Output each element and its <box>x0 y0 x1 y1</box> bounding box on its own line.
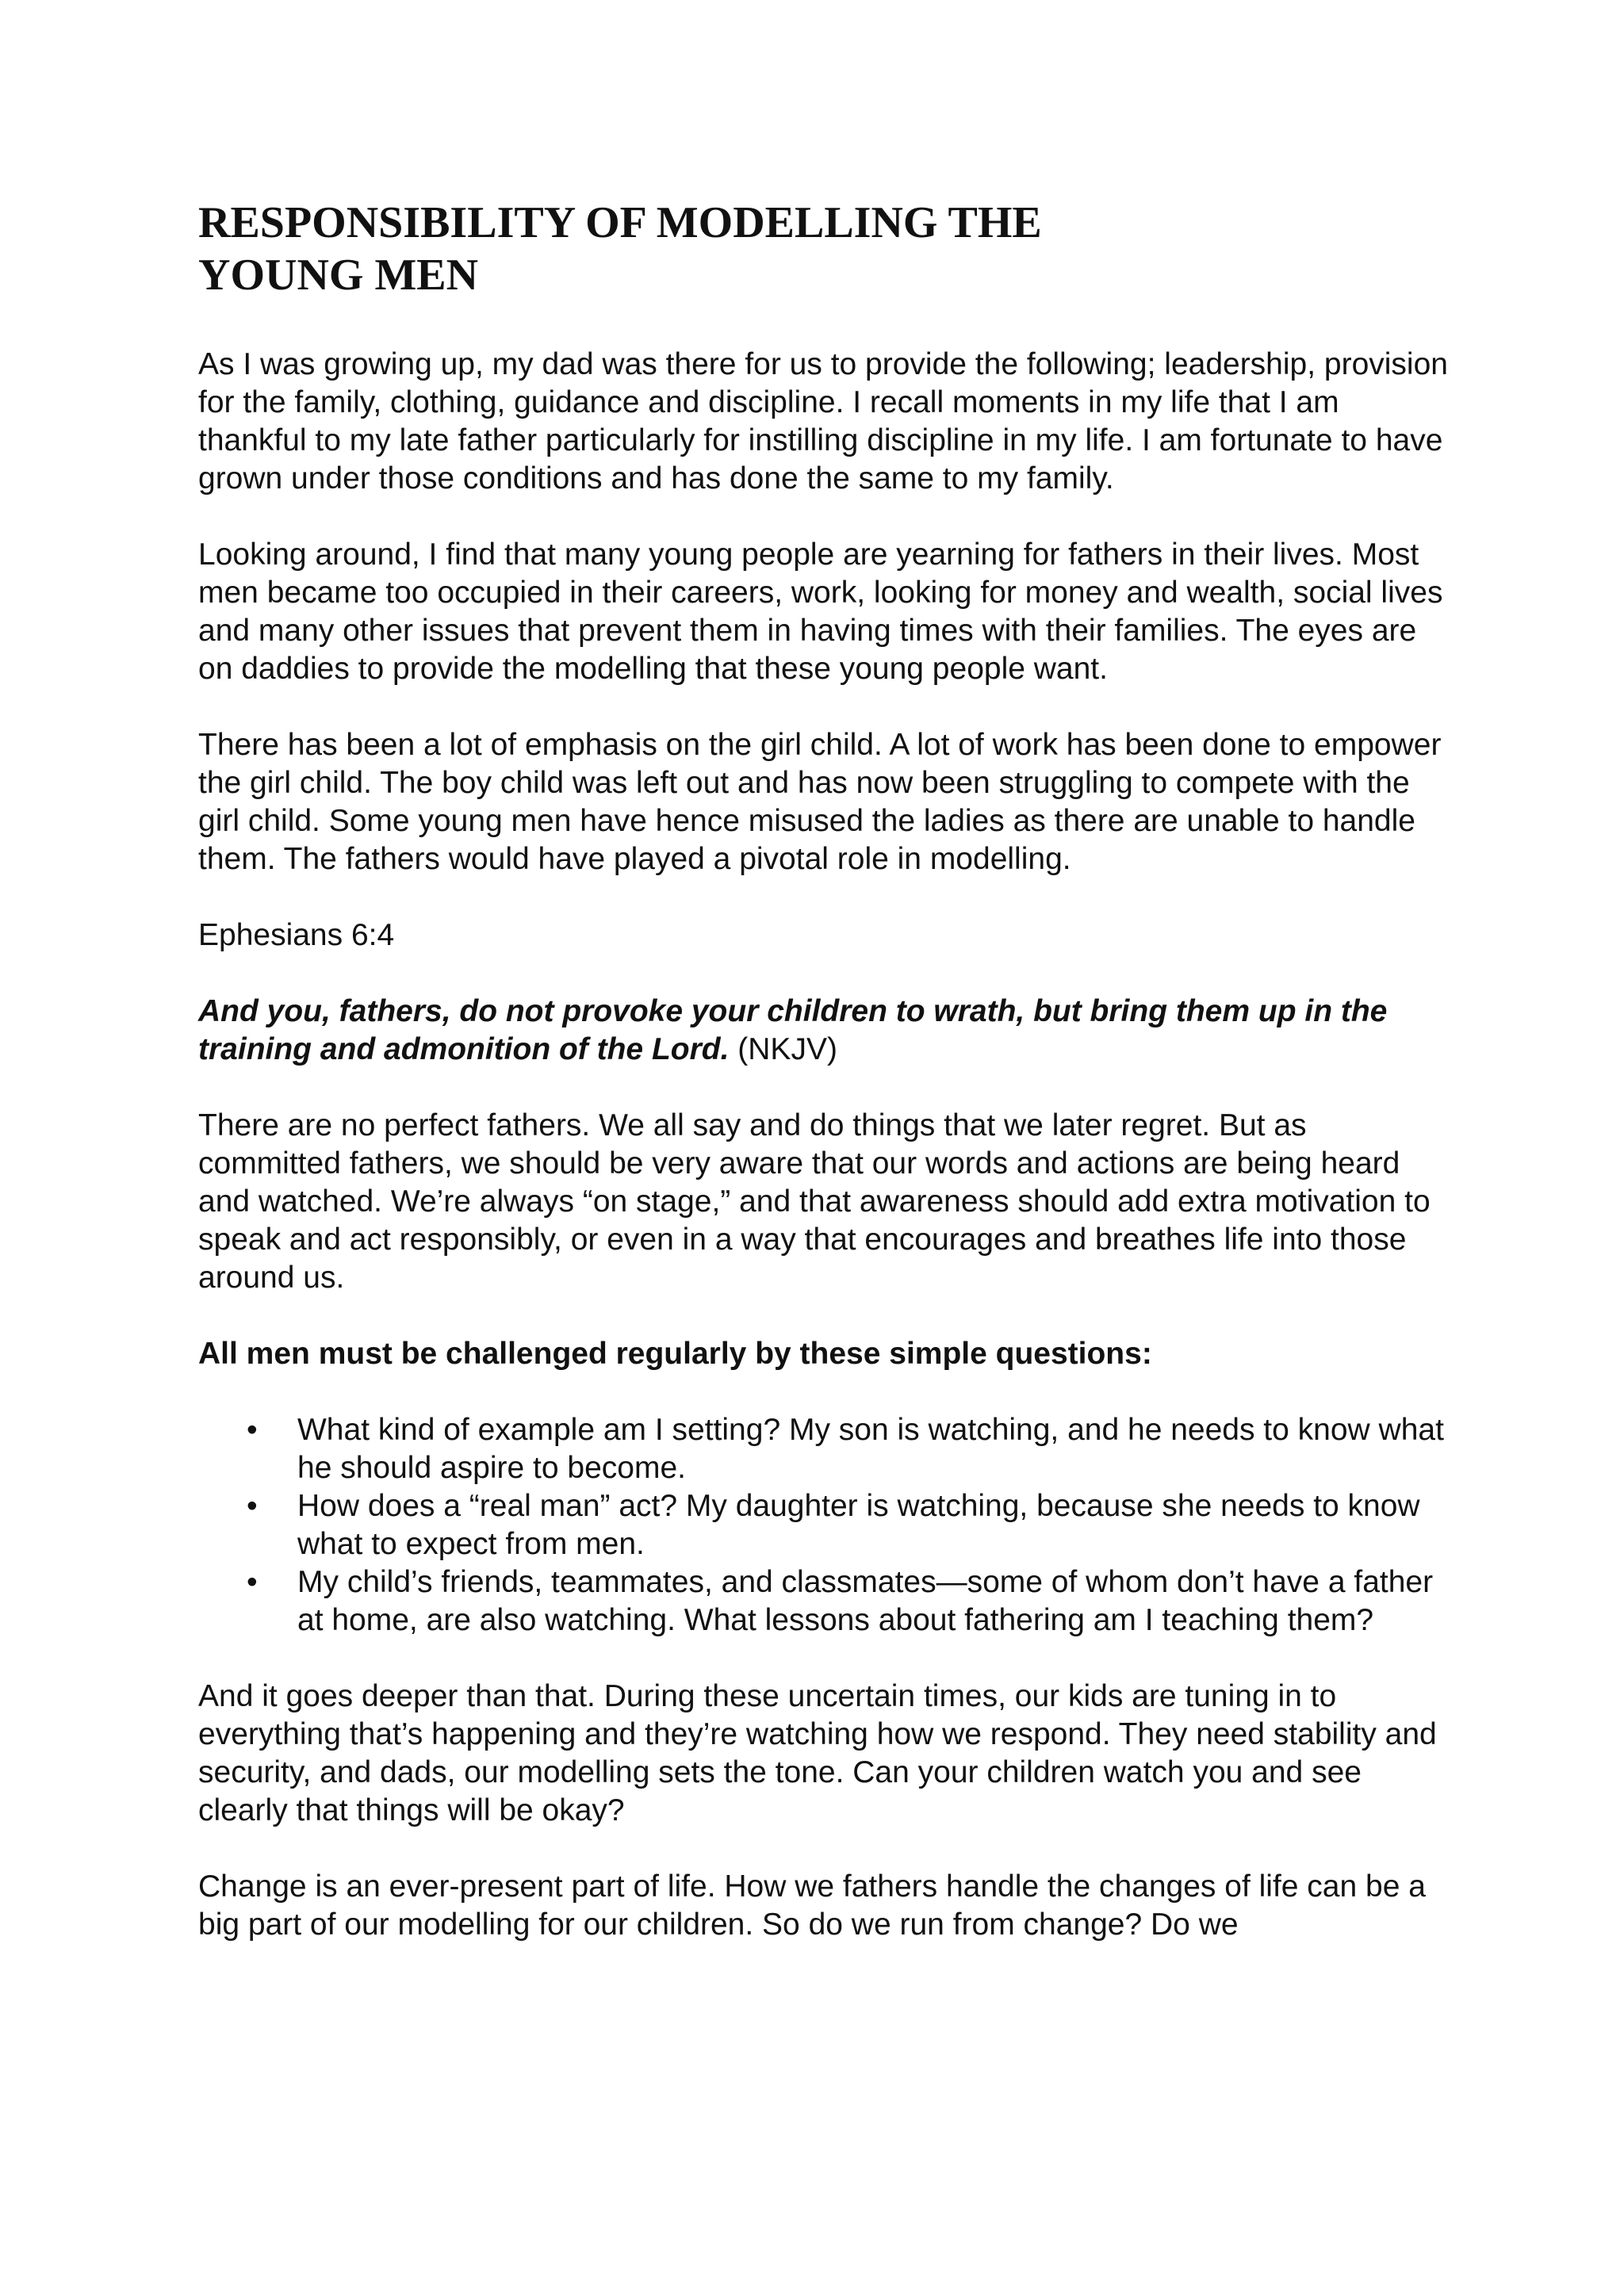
bullet-icon: • <box>247 1489 258 1523</box>
paragraph-girl-child: There has been a lot of emphasis on the girl child. A lot of work has been done to empower the girl child. The boy child was left out and has now been struggling to compete with the girl child. Some young men have hence misused the ladies as there are unable to handle them. The fathers would have played a pivotal role in modelling. <box>198 728 1442 876</box>
questions-heading: All men must be challenged regularly by these simple questions: <box>198 1337 1152 1371</box>
list-item <box>247 1411 1451 1487</box>
paragraph-yearning: Looking around, I find that many young people are yearning for fathers in their lives. Most men became too occupied in their careers, work, looking for money and wealth, social lives and many other issues that prevent them in having times with their families. The eyes are on daddies to provide the modelling that these young people want. <box>198 538 1443 686</box>
bullet-icon: • <box>247 1565 258 1599</box>
paragraph-change: Change is an ever-present part of life. How we fathers handle the changes of life can be a big part of our modelling for our children. So do we run from change? Do we <box>198 1869 1426 1942</box>
list-item <box>247 1487 1451 1563</box>
question-text: How does a “real man” act? My daughter is watching, because she needs to know what to expect from men. <box>297 1489 1420 1561</box>
scripture-verse <box>198 993 1451 1069</box>
verse-text: And you, fathers, do not provoke your children to wrath, but bring them up in the training and admonition of the Lord. <box>198 994 1388 1066</box>
question-text: My child’s friends, teammates, and classmates—some of whom don’t have a father at home, are also watching. What lessons about fathering am I teaching them? <box>297 1565 1434 1637</box>
title-line-2: YOUNG MEN <box>198 251 479 300</box>
bullet-icon: • <box>247 1413 258 1447</box>
paragraph-perfect-fathers: There are no perfect fathers. We all say and do things that we later regret. But as committed fathers, we should be very aware that our words and actions are being heard and watched. We’re always “on stage,” and that awareness should add extra motivation to speak and act responsibly, or even in a way that encourages and breathes life into those around us. <box>198 1108 1431 1295</box>
questions-list <box>198 1411 1451 1640</box>
verse-version: (NKJV) <box>737 1032 837 1066</box>
page-title <box>198 197 1451 301</box>
scripture-reference: Ephesians 6:4 <box>198 918 395 952</box>
question-text: What kind of example am I setting? My son is watching, and he needs to know what he should aspire to become. <box>297 1413 1444 1485</box>
title-line-1: RESPONSIBILITY OF MODELLING THE <box>198 198 1042 247</box>
paragraph-upbringing: As I was growing up, my dad was there for us to provide the following; leadership, provision for the family, clothing, guidance and discipline. I recall moments in my life that I am thankful to my late father particularly for instilling discipline in my life. I am fortunate to have grown under those conditions and has done the same to my family. <box>198 347 1448 496</box>
document-body <box>198 197 1451 1982</box>
list-item <box>247 1563 1451 1640</box>
paragraph-deeper: And it goes deeper than that. During these uncertain times, our kids are tuning in to everything that’s happening and they’re watching how we respond. They need stability and security, and dads, our modelling sets the tone. Can your children watch you and see clearly that things will be okay? <box>198 1679 1437 1827</box>
